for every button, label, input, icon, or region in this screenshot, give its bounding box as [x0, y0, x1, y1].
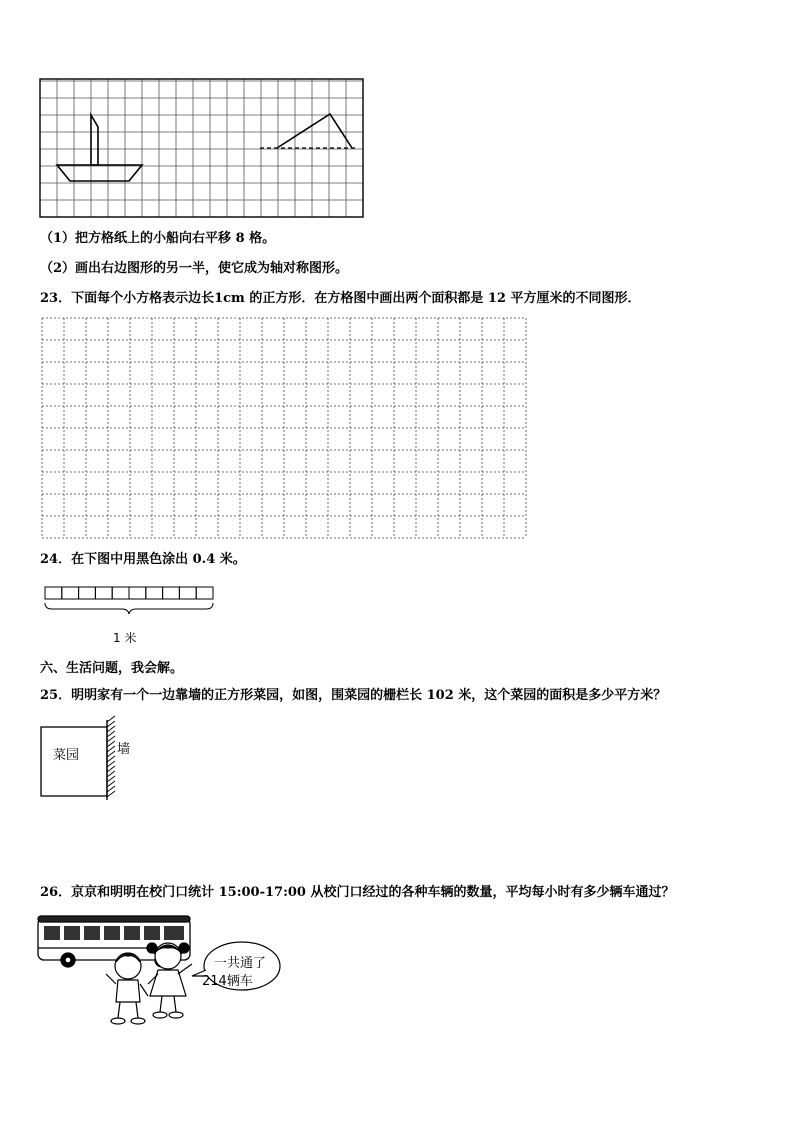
- q26-question: 26．京京和明明在校门口统计 15:00-17:00 从校门口经过的各种车辆的数量，平均每小时有多少辆车通过？: [40, 885, 675, 900]
- q22-part1: （1）把方格纸上的小船向右平移 8 格。: [40, 231, 276, 246]
- bubble-line1: 一共通了: [214, 956, 267, 971]
- q24-ruler-strip: [44, 586, 216, 616]
- q25-question: 25．明明家有一个一边靠墙的正方形菜园，如图，围菜园的栅栏长 102 米，这个菜园的面积是多少平方米？: [40, 688, 667, 703]
- q22-grid-figure: [40, 79, 365, 219]
- ruler-brace: [45, 603, 213, 614]
- ruler-label: 1 米: [113, 631, 137, 645]
- half-figure-shape: [277, 114, 352, 148]
- q23-question: 23．下面每个小方格表示边长1cm 的正方形．在方格图中画出两个面积都是 12 平方厘米的不同图形．: [40, 291, 641, 306]
- q22-part2: （2）画出右边图形的另一半，使它成为轴对称图形。: [40, 261, 349, 276]
- q24-question: 24．在下图中用黑色涂出 0.4 米。: [40, 552, 246, 567]
- boat-shape: [57, 115, 142, 181]
- wall-label: 墙: [117, 742, 131, 757]
- bubble-line2: 214辆车: [202, 974, 253, 989]
- q23-dashed-grid: [42, 318, 528, 540]
- section6-title: 六、生活问题，我会解。: [40, 661, 184, 676]
- garden-label: 菜园: [53, 748, 80, 763]
- boy-image: [106, 953, 148, 1024]
